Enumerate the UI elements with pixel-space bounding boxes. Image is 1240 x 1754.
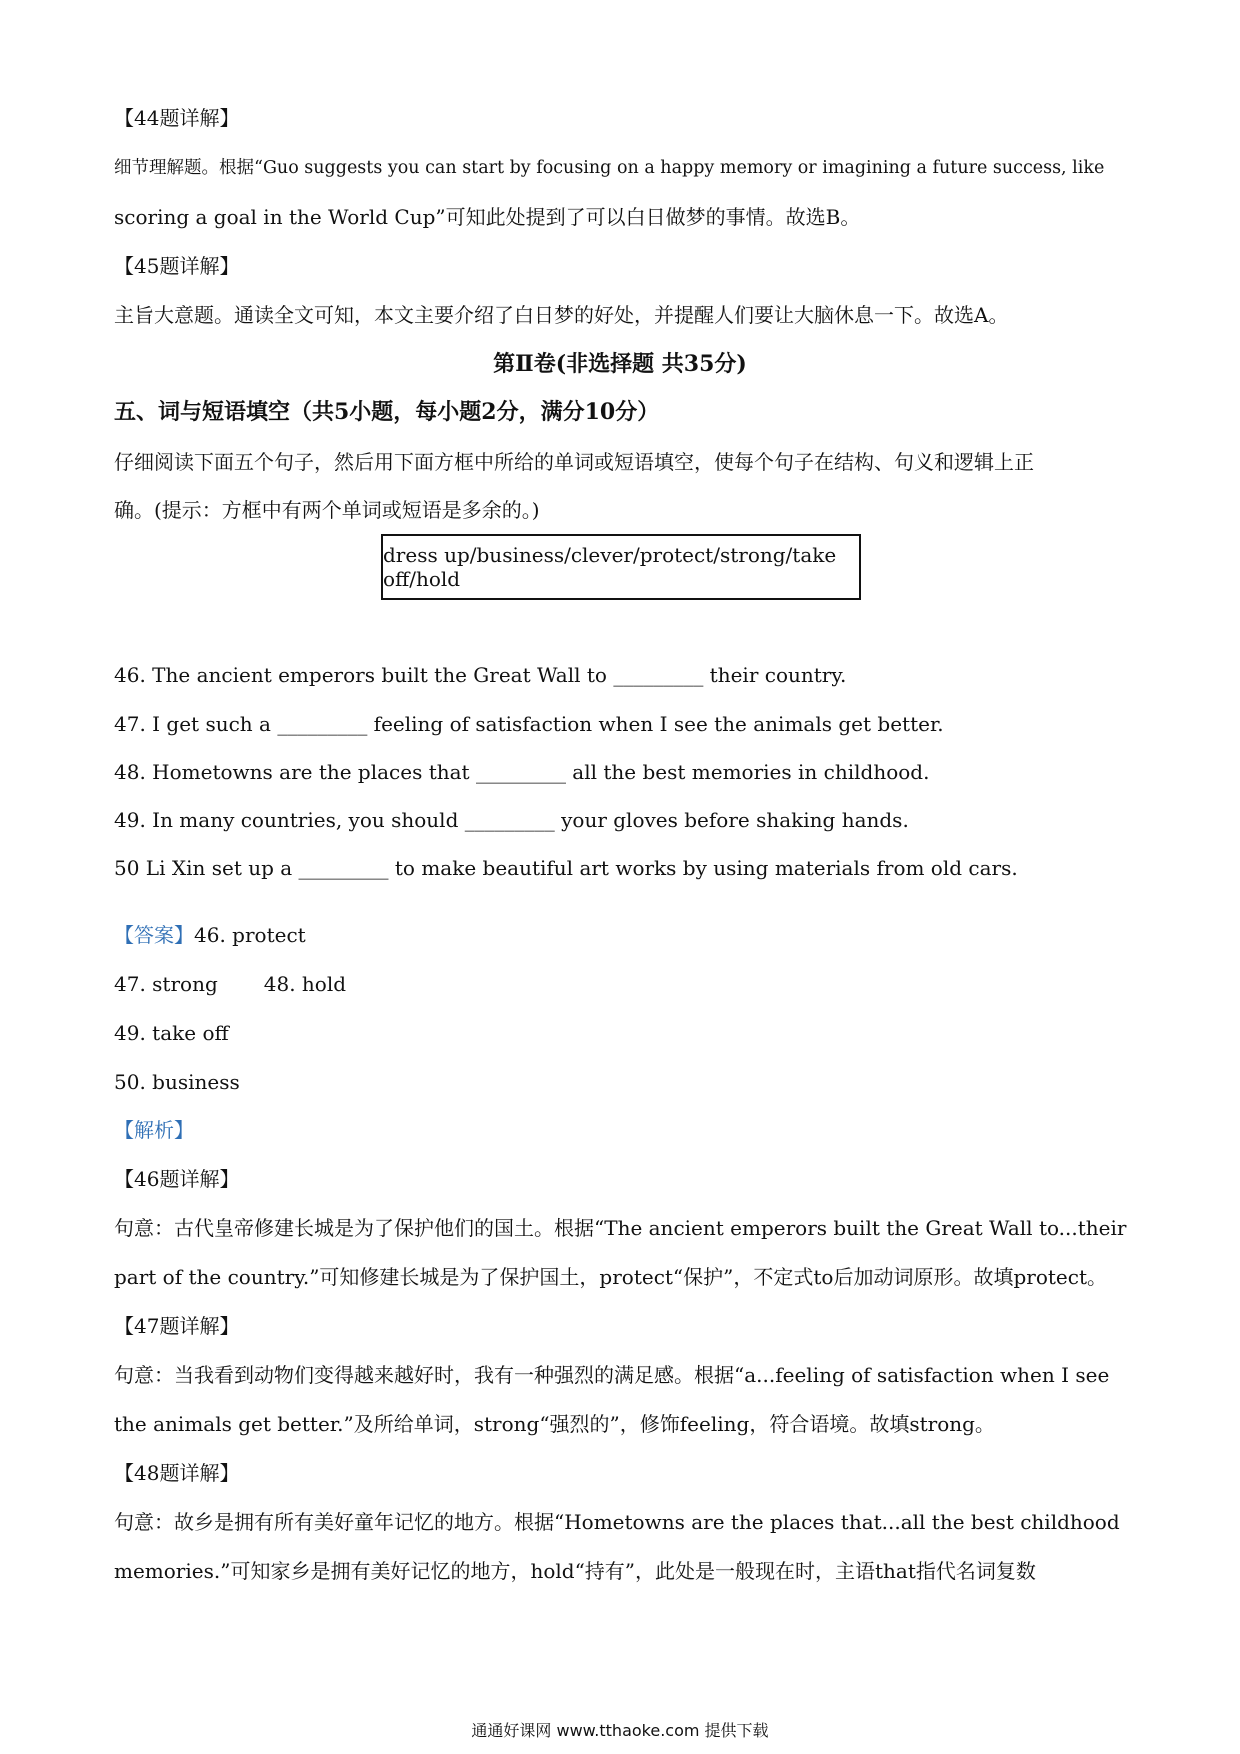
instructions-line2: 确。(提示：方框中有两个单词或短语是多余的。) (114, 498, 540, 522)
explanation-q44-line1: 细节理解题。根据“Guo suggests you can start by focusing on a happy memory or imagining a future success, like (114, 158, 1105, 178)
question-50: 50 Li Xin set up a _________ to make beautiful art works by using materials from old cars. (114, 856, 1018, 880)
question-47: 47. I get such a _________ feeling of satisfaction when I see the animals get better. (114, 712, 944, 736)
heading-q48: 【48题详解】 (114, 1461, 240, 1485)
heading-q44: 【44题详解】 (114, 106, 240, 130)
heading-q45: 【45题详解】 (114, 254, 240, 278)
explanation-q45: 主旨大意题。通读全文可知，本文主要介绍了白日梦的好处，并提醒人们要让大脑休息一下。故选A。 (114, 303, 1009, 327)
answer-46: 46. protect (194, 923, 306, 947)
section-five-title: 五、词与短语填空（共5小题，每小题2分，满分10分） (114, 399, 660, 425)
explanation-q46-line1: 句意：古代皇帝修建长城是为了保护他们的国土。根据“The ancient emperors built the Great Wall to...their (114, 1216, 1127, 1240)
answer-label: 【答案】 (114, 923, 194, 947)
question-48: 48. Hometowns are the places that _________ all the best memories in childhood. (114, 760, 930, 784)
explanation-q47-line1: 句意：当我看到动物们变得越来越好时，我有一种强烈的满足感。根据“a...feeling of satisfaction when I see (114, 1363, 1110, 1387)
answer-48: 48. hold (263, 972, 347, 996)
instructions-line1: 仔细阅读下面五个句子，然后用下面方框中所给的单词或短语填空，使每个句子在结构、句义和逻辑上正 (114, 450, 1034, 474)
word-box (381, 534, 861, 600)
answer-49: 49. take off (114, 1021, 229, 1045)
question-49: 49. In many countries, you should _________ your gloves before shaking hands. (114, 808, 909, 832)
heading-q46: 【46题详解】 (114, 1167, 240, 1191)
explanation-q46-line2: part of the country.”可知修建长城是为了保护国土，protect“保护”，不定式to后加动词原形。故填protect。 (114, 1265, 1107, 1289)
explanation-q48-line2: memories.”可知家乡是拥有美好记忆的地方，hold“持有”，此处是一般现在时，主语that指代名词复数 (114, 1559, 1036, 1583)
explanation-q47-line2: the animals get better.”及所给单词，strong“强烈的”，修饰feeling，符合语境。故填strong。 (114, 1412, 995, 1436)
word-box-text: dress up/business/clever/protect/strong/take off/hold (383, 543, 837, 591)
explanation-q44-line2: scoring a goal in the World Cup”可知此处提到了可以白日做梦的事情。故选B。 (114, 205, 861, 229)
question-46: 46. The ancient emperors built the Great Wall to _________ their country. (114, 663, 847, 687)
answer-row-2 (114, 970, 346, 998)
answer-50: 50. business (114, 1070, 240, 1094)
page-footer: 通通好课网 www.tthaoke.com 提供下载 (471, 1721, 769, 1740)
analysis-label: 【解析】 (114, 1118, 194, 1142)
explanation-q48-line1: 句意：故乡是拥有所有美好童年记忆的地方。根据“Hometowns are the places that...all the best childhood (114, 1510, 1120, 1534)
answer-row-1 (114, 921, 306, 949)
heading-q47: 【47题详解】 (114, 1314, 240, 1338)
answer-47: 47. strong (114, 972, 218, 996)
part-two-title: 第Ⅱ卷(非选择题 共35分) (493, 351, 747, 377)
